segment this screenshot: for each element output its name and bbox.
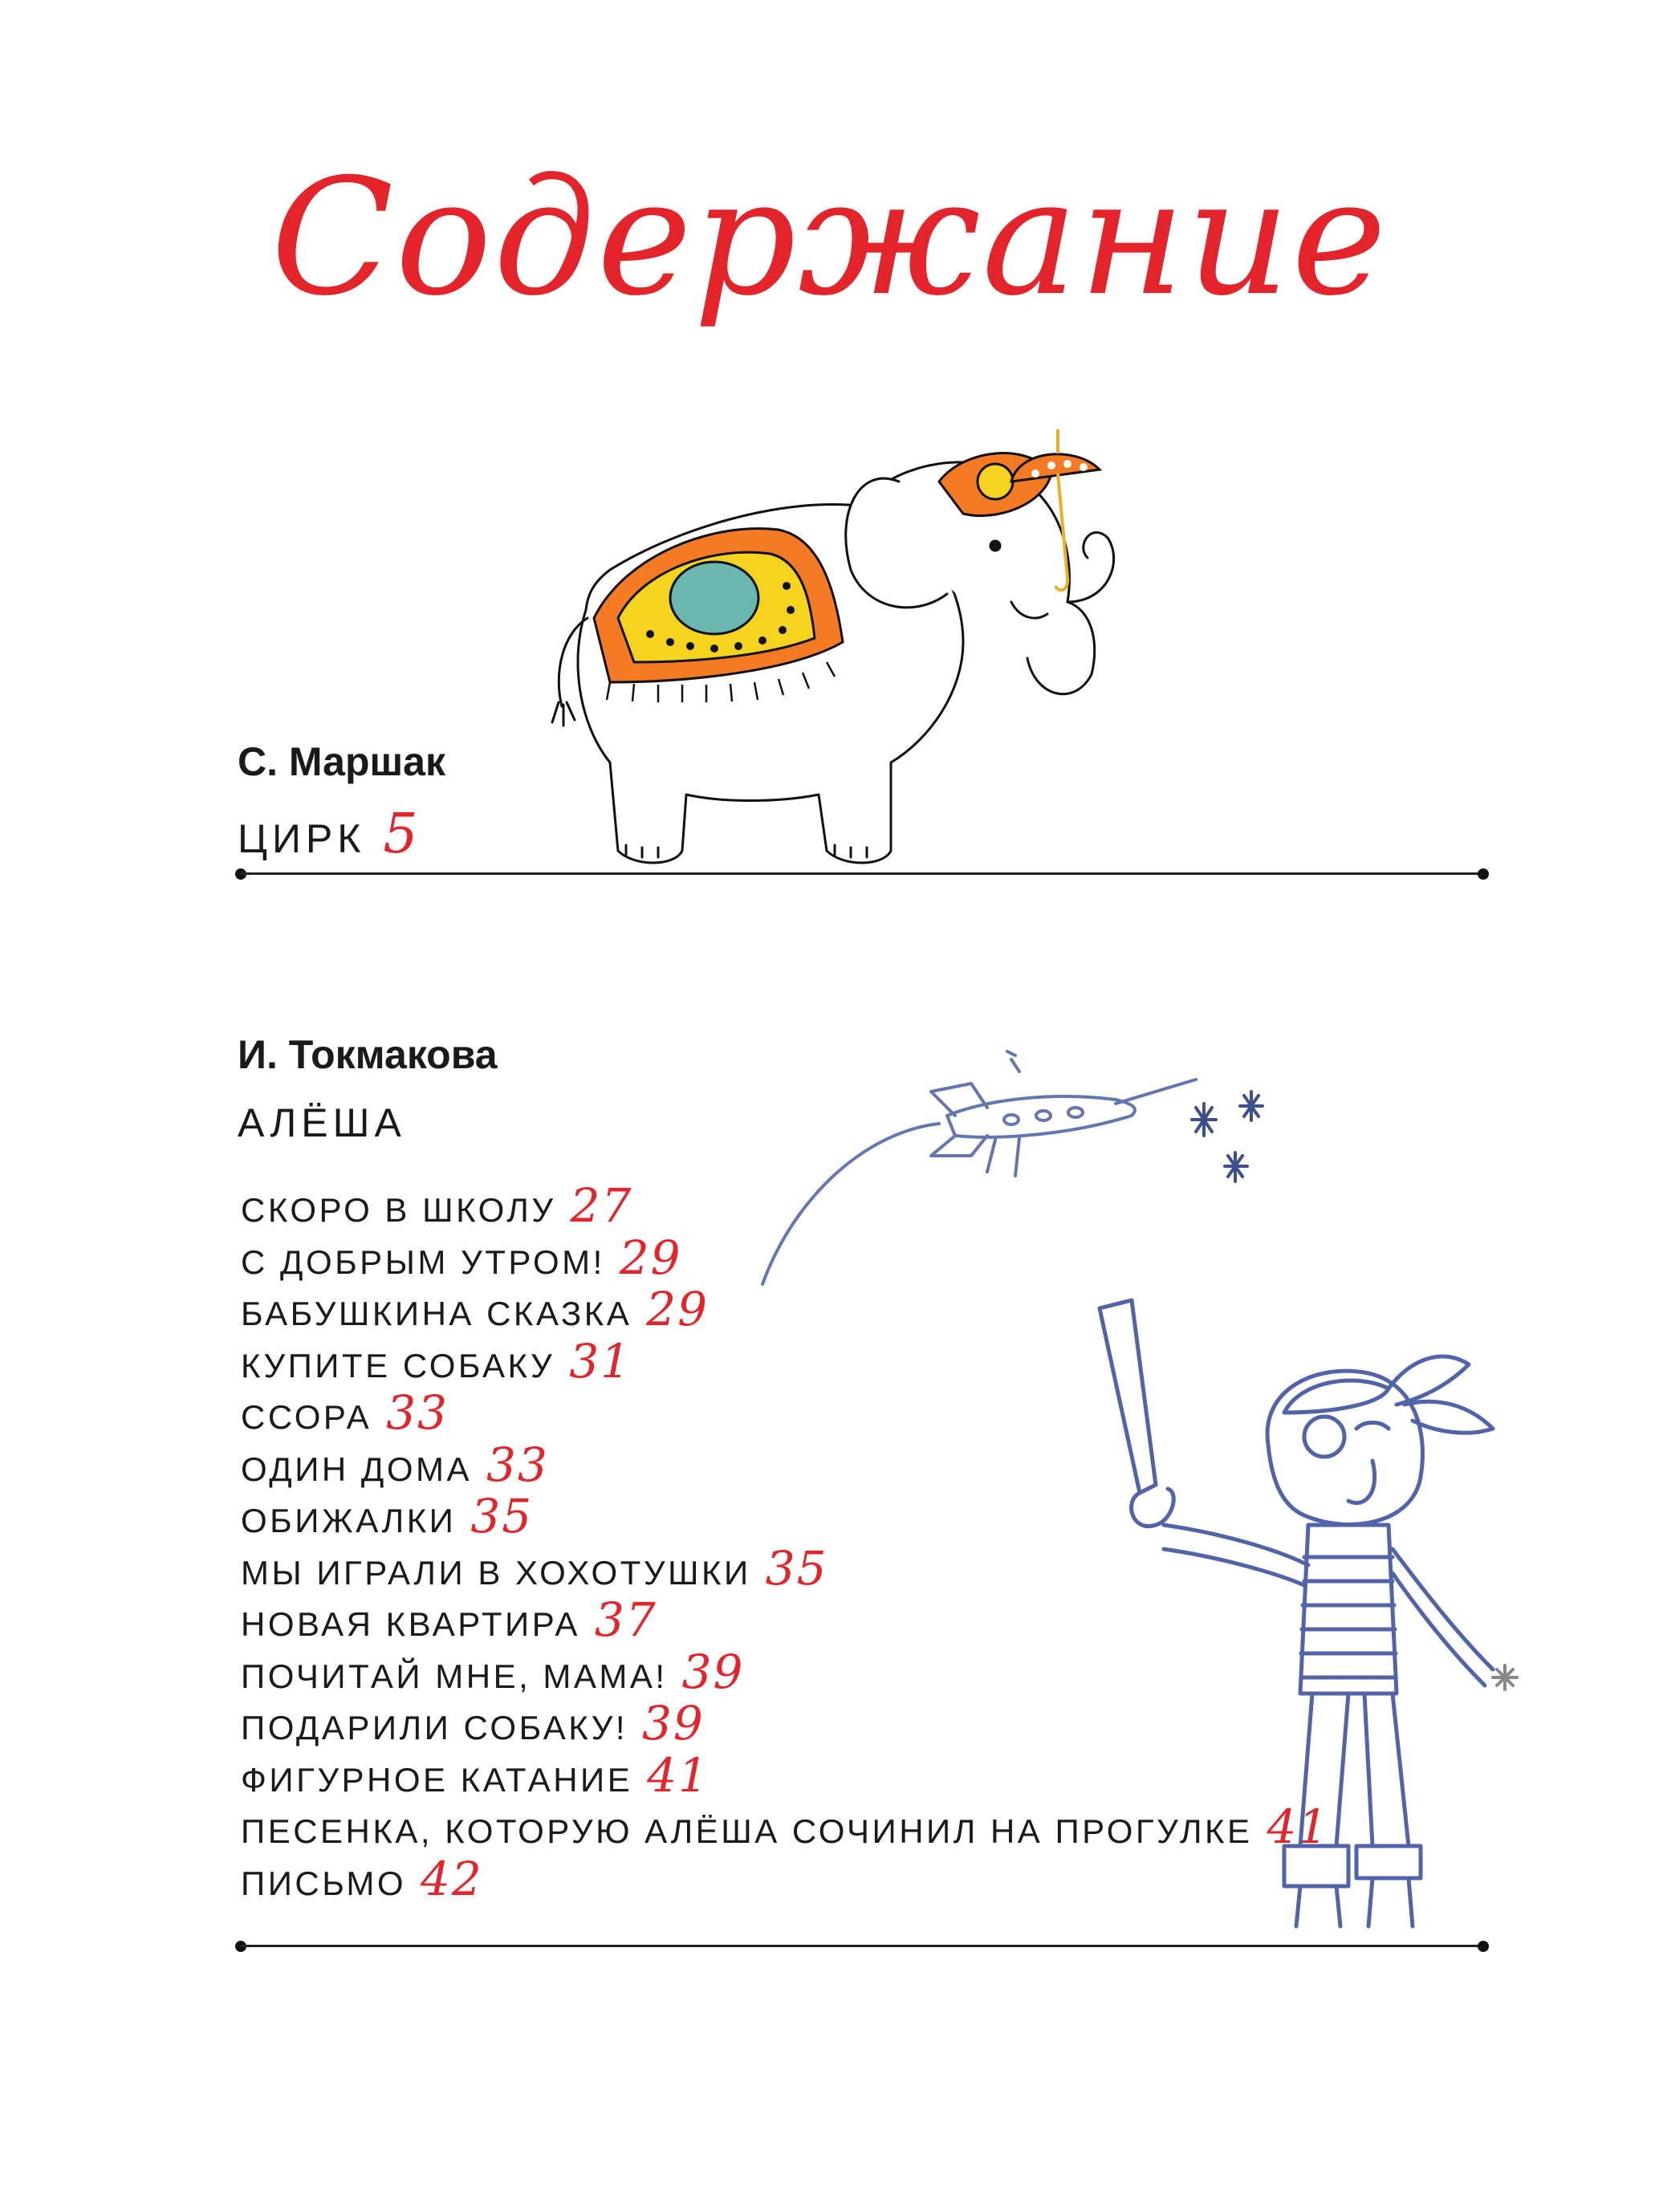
entry-title: ФИГУРНОЕ КАТАНИЕ [241,1760,633,1799]
section-divider [241,1945,1483,1947]
entry-title: ОБИЖАЛКИ [241,1502,457,1539]
entry-title: НОВАЯ КВАРТИРА [241,1605,580,1643]
entry-title: С ДОБРЫМ УТРОМ! [241,1242,605,1281]
entry-title: СКОРО В ШКОЛУ [241,1191,556,1229]
page-number: 42 [421,1851,483,1906]
page-number: 29 [646,1282,710,1336]
page-number: 33 [386,1385,449,1440]
page-number: 41 [647,1747,710,1803]
collection-title: АЛЁША [238,1100,406,1145]
page-number: 35 [470,1489,534,1543]
entry-title: МЫ ИГРАЛИ В ХОХОТУШКИ [241,1553,751,1592]
toc-entry [238,803,420,866]
section-divider [241,872,1483,875]
page-number: 39 [681,1644,745,1699]
author-name: И. Токмакова [238,1032,498,1077]
entry-title: ПИСЬМО [241,1864,407,1902]
entry-title: БАБУШКИНА СКАЗКА [241,1295,632,1332]
entry-title: ЦИРК [238,816,366,861]
page-number: 27 [570,1178,633,1233]
page-number: 5 [383,803,420,866]
entry-title: ССОРА [241,1398,372,1436]
entry-title: ПОЧИТАЙ МНЕ, МАМА! [241,1657,668,1695]
page-title: Содержание [270,144,1389,331]
page-number: 33 [486,1437,549,1492]
page-number: 41 [1267,1799,1330,1854]
page-number: 39 [642,1696,705,1750]
page-number: 31 [569,1333,632,1389]
elephant-illustration [514,417,1124,891]
pirate-drawing [1092,1292,1525,1934]
author-name: С. Маршак [238,739,446,784]
rocket-drawing [746,1035,1308,1308]
page-number: 37 [594,1592,657,1647]
page-number: 29 [619,1230,682,1285]
entry-title: ПЕСЕНКА, КОТОРУЮ АЛЁША СОЧИНИЛ НА ПРОГУЛКЕ [241,1812,1253,1850]
entry-title: ОДИН ДОМА [241,1450,472,1488]
rule-end-dot [1478,868,1489,880]
entry-title: ПОДАРИЛИ СОБАКУ! [241,1709,628,1746]
rule-end-dot [1478,1941,1489,1952]
page-number: 35 [765,1540,828,1596]
entry-title: КУПИТЕ СОБАКУ [241,1346,555,1385]
